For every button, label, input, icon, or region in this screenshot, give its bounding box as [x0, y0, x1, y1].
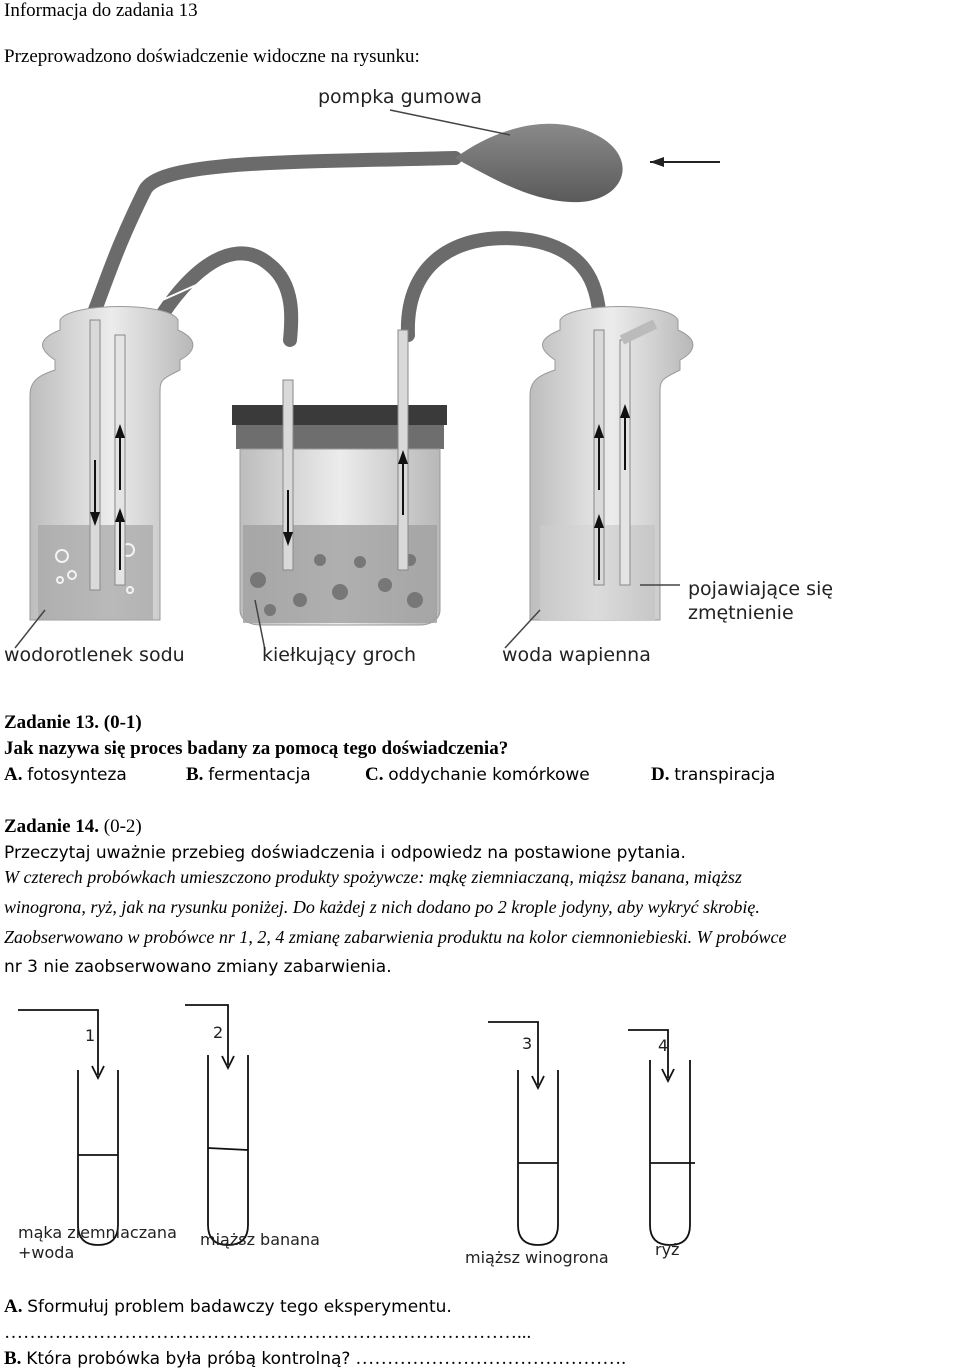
- option-text: transpiracja: [674, 765, 776, 785]
- option-text: fotosynteza: [27, 765, 127, 785]
- question-b-text: Która probówka była próbą kontrolną?: [26, 1349, 351, 1369]
- option-letter: A.: [4, 764, 23, 785]
- label-rubber-pump: pompka gumowa: [318, 86, 483, 108]
- label-limewater: woda wapienna: [502, 644, 651, 666]
- info-title: Informacja do zadania 13: [4, 0, 198, 21]
- question-a: [4, 1296, 452, 1318]
- task14-instruction: Przeczytaj uważnie przebieg doświadczenia i odpowiedz na postawione pytania.: [4, 843, 686, 863]
- task14-points: (0-2): [103, 816, 142, 837]
- hose-pump: [95, 158, 455, 310]
- task13-option-d: [651, 764, 775, 786]
- question-b-letter: B.: [4, 1348, 22, 1369]
- option-letter: C.: [365, 764, 384, 785]
- tube-label-4: ryż: [655, 1240, 680, 1259]
- intro-text: Przeprowadzono doświadczenie widoczne na rysunku:: [4, 46, 420, 67]
- question-a-answer-line: ………………………………………………………………………...: [4, 1322, 532, 1343]
- option-text: fermentacja: [208, 765, 311, 785]
- task13-question: Jak nazywa się proces badany za pomocą tego doświadczenia?: [4, 738, 509, 759]
- middle-jar: [232, 330, 447, 625]
- option-letter: D.: [651, 764, 670, 785]
- tube-number-3: 3: [522, 1034, 533, 1053]
- question-a-text: Sformułuj problem badawczy tego eksperymentu.: [27, 1297, 452, 1317]
- tube-number-2: 2: [213, 1023, 224, 1042]
- task13-option-c: [365, 764, 590, 786]
- test-tube-3: [488, 1022, 558, 1245]
- test-tube-1: [18, 1010, 118, 1245]
- rubber-bulb: [455, 124, 623, 202]
- task14-paragraph-line4: nr 3 nie zaobserwowano zmiany zabarwienia.: [4, 957, 392, 977]
- task13-title: Zadanie 13.: [4, 712, 100, 733]
- label-germinating-peas: kiełkujący groch: [262, 644, 417, 666]
- tube-label-3: miąższ winogrona: [465, 1248, 609, 1267]
- label-turbidity-2: zmętnienie: [688, 602, 794, 624]
- task13-points: (0-1): [103, 712, 142, 733]
- task13-heading: [4, 712, 142, 734]
- question-a-letter: A.: [4, 1296, 23, 1317]
- label-sodium-hydroxide: wodorotlenek sodu: [4, 644, 185, 666]
- test-tube-4: [628, 1030, 695, 1245]
- task14-title: Zadanie 14.: [4, 816, 100, 837]
- question-b-answer-line: …………………………………….: [355, 1348, 626, 1369]
- task13-option-a: [4, 764, 127, 786]
- task14-paragraph-line3: Zaobserwowano w probówce nr 1, 2, 4 zmianę zabarwienia produktu na kolor ciemnoniebieski. W probówce: [4, 927, 787, 947]
- task14-heading: [4, 816, 142, 838]
- tube-number-1: 1: [85, 1026, 96, 1045]
- option-text: oddychanie komórkowe: [388, 765, 590, 785]
- task14-paragraph-line1: W czterech probówkach umieszczono produkty spożywcze: mąkę ziemniaczaną, miąższ banana, miąższ: [4, 867, 742, 887]
- task14-paragraph-line2: winogrona, ryż, jak na rysunku poniżej. Do każdej z nich dodano po 2 krople jodyny, aby wykryć skrobię.: [4, 897, 760, 917]
- label-turbidity-1: pojawiające się: [688, 578, 834, 600]
- left-bottle: [30, 307, 193, 621]
- tube-number-4: 4: [658, 1036, 669, 1055]
- tube-label-1a: mąka ziemniaczana: [18, 1223, 177, 1242]
- right-bottle: [530, 307, 693, 621]
- tube-label-2: miąższ banana: [200, 1230, 320, 1249]
- task13-option-b: [186, 764, 311, 786]
- question-b: [4, 1348, 626, 1370]
- option-letter: B.: [186, 764, 204, 785]
- tube-label-1b: +woda: [18, 1243, 75, 1262]
